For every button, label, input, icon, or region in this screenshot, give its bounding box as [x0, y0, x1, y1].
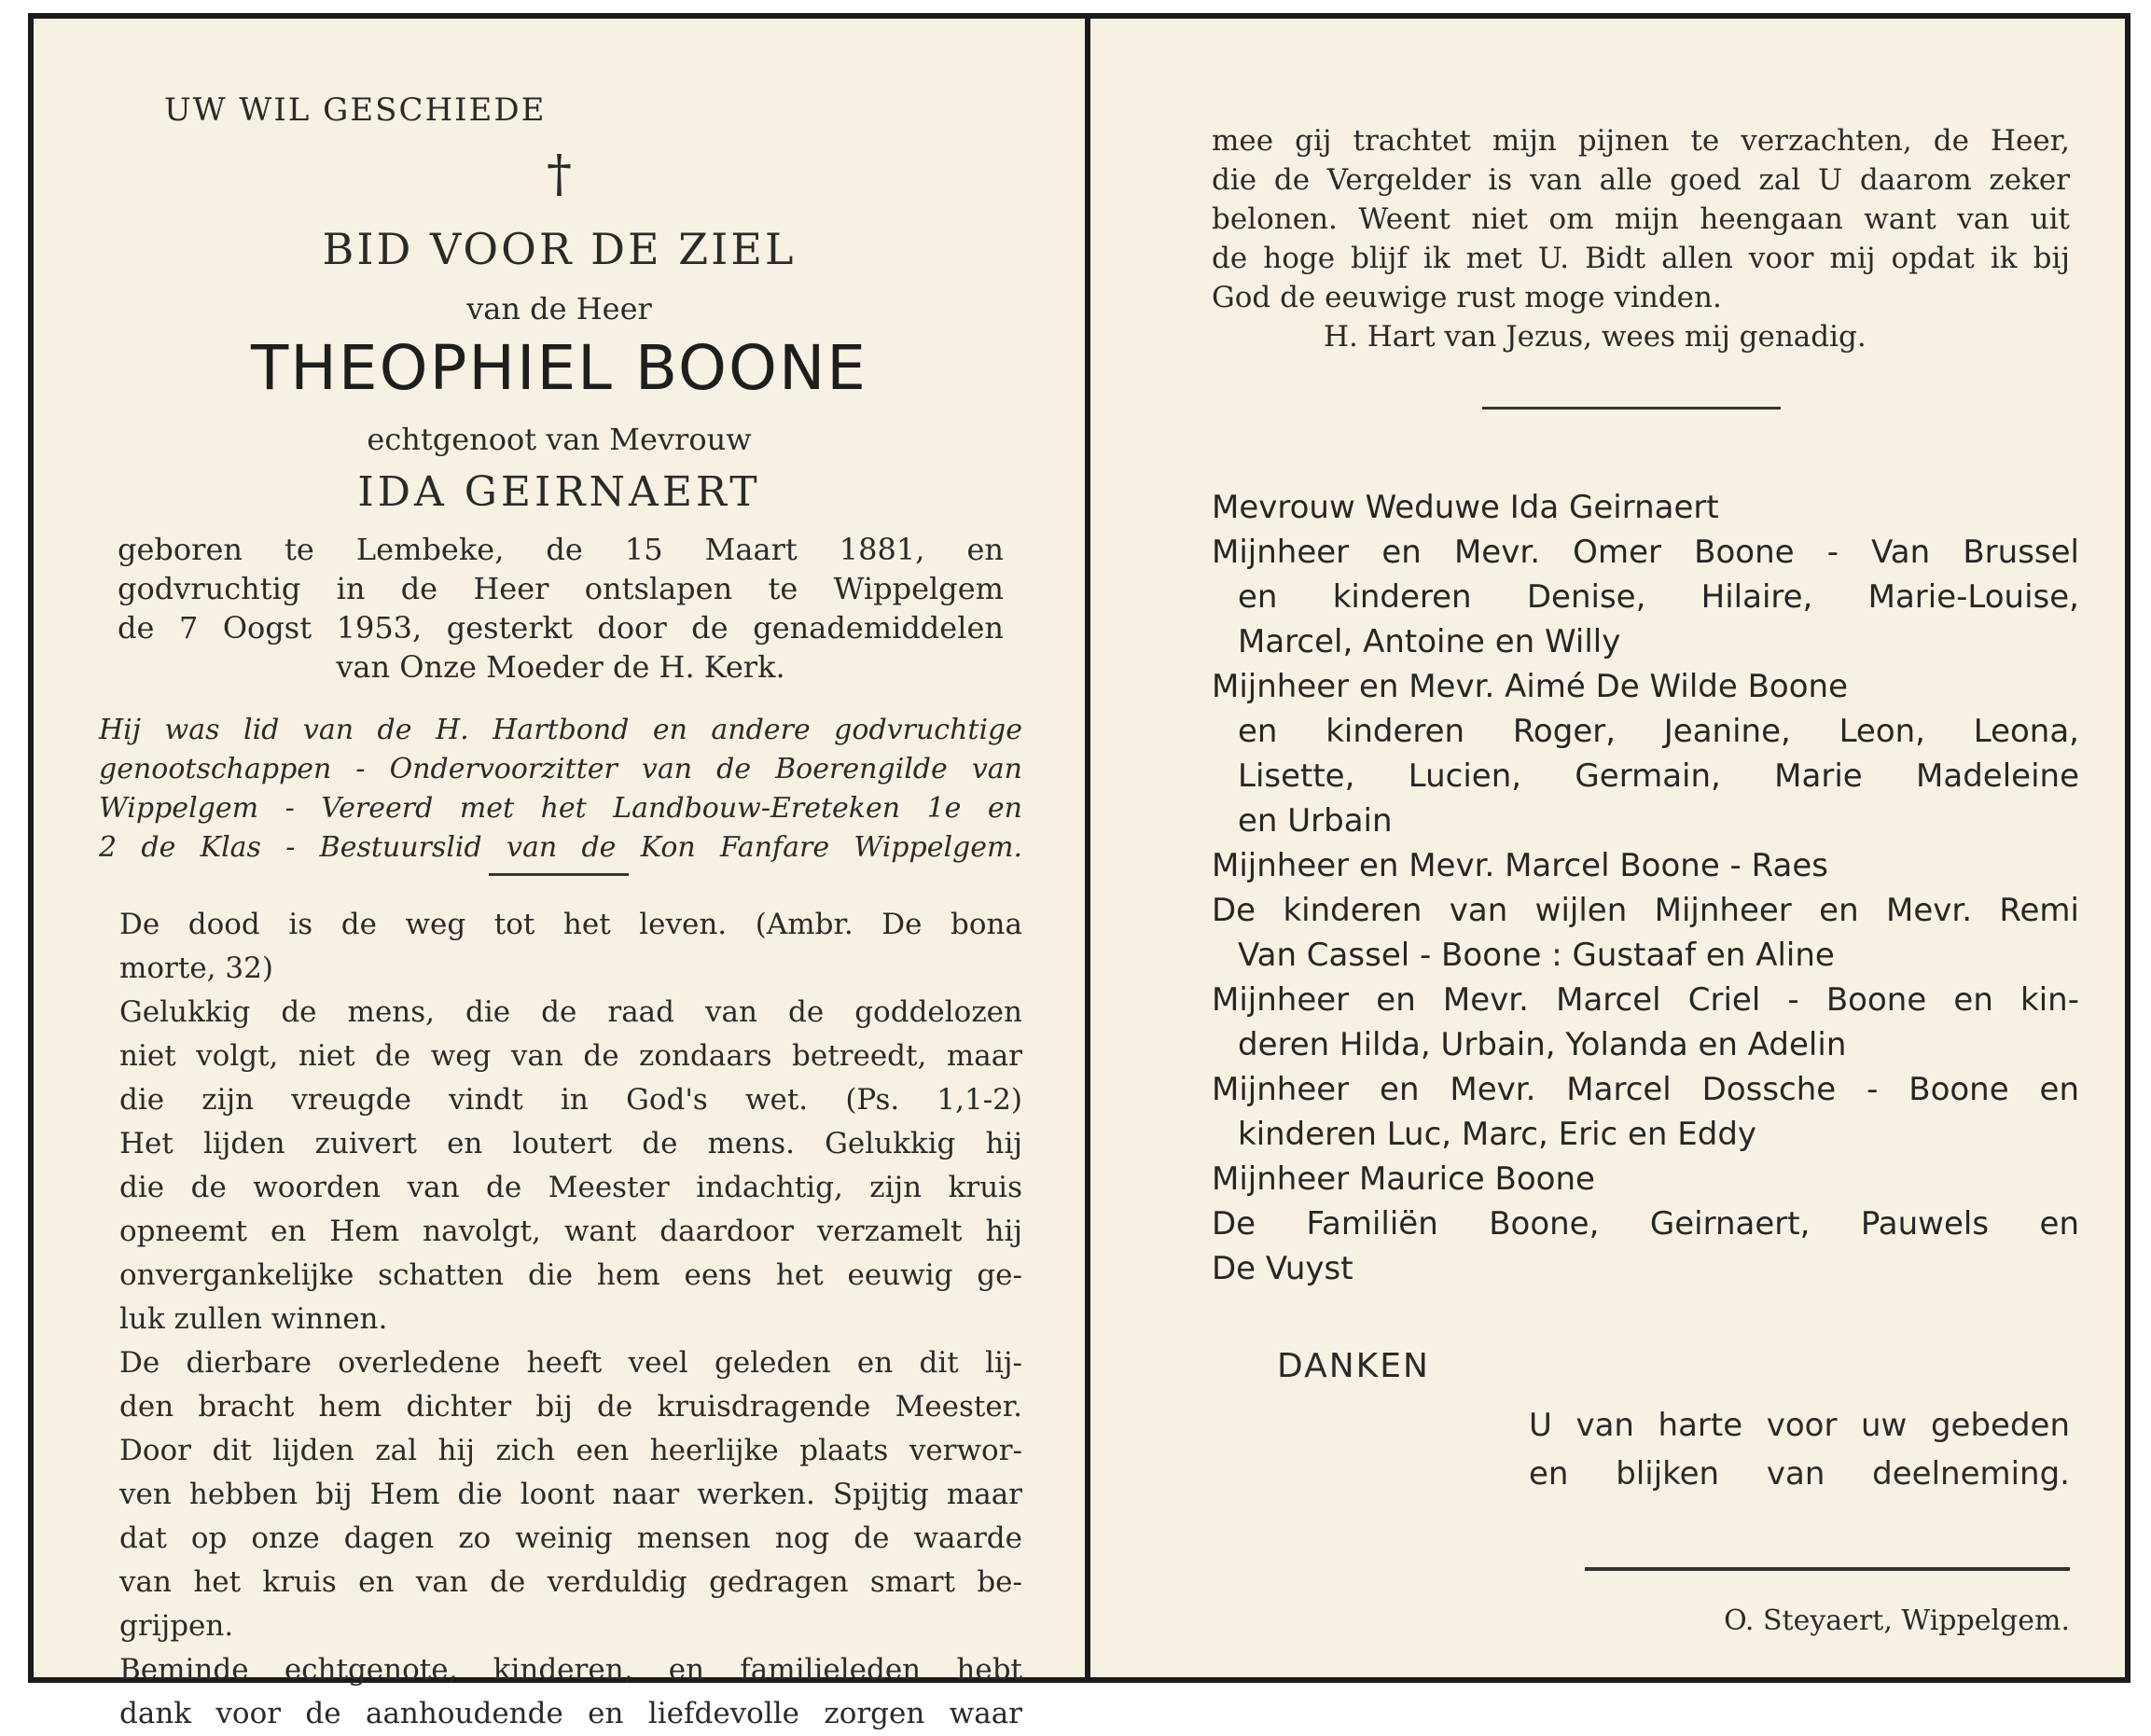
spouse-name: IDA GEIRNAERT: [357, 468, 761, 516]
family-line: De kinderen van wijlen Mijnheer en Mevr. Remi: [1212, 892, 2079, 929]
biography: [118, 530, 1004, 687]
family-line: De Vuyst: [1212, 1250, 1353, 1287]
prose-line: belonen. Weent niet om mijn heengaan want van uit: [1212, 202, 2070, 236]
family-line: De Familiën Boone, Geirnaert, Pauwels en: [1212, 1205, 2079, 1243]
deceased-name: THEOPHIEL BOONE: [250, 332, 868, 404]
family-line: kinderen Luc, Marc, Eric en Eddy: [1238, 1116, 1757, 1153]
prose-line: Beminde echtgenote, kinderen, en familieleden hebt: [119, 1653, 1022, 1687]
family-line: en kinderen Denise, Hilaire, Marie-Louise,: [1238, 578, 2079, 616]
thanks-line: en blijken van deelneming.: [1529, 1455, 2070, 1493]
family-line: Mevrouw Weduwe Ida Geirnaert: [1212, 489, 1719, 526]
right-prose: [1212, 121, 2070, 356]
title-line: van de Heer: [466, 291, 652, 326]
family-line: Mijnheer en Mevr. Omer Boone - Van Brussel: [1212, 534, 2079, 571]
prose-line: onvergankelijke schatten die hem eens het eeuwig ge-: [119, 1258, 1022, 1292]
prose-line: Door dit lijden zal hij zich een heerlijke plaats verwor-: [119, 1434, 1022, 1467]
prose-line: ven hebben bij Hem die loont naar werken. Spijtig maar: [119, 1478, 1022, 1511]
family-line: en Urbain: [1238, 802, 1393, 840]
prose-line: de hoge blijf ik met U. Bidt allen voor mij opdat ik bij: [1212, 242, 2070, 275]
family-line: deren Hilda, Urbain, Yolanda en Adelin: [1238, 1026, 1847, 1063]
prose-line: die zijn vreugde vindt in God's wet. (Ps. 1,1-2): [119, 1083, 1022, 1117]
prose-line: dank voor de aanhoudende en liefdevolle zorgen waar: [119, 1697, 1022, 1730]
prose-line: dat op onze dagen zo weinig mensen nog de waarde: [119, 1521, 1022, 1555]
family-line: Mijnheer Maurice Boone: [1212, 1160, 1595, 1198]
spouse-label: echtgenoot van Mevrouw: [367, 422, 752, 457]
bio-line: van Onze Moeder de H. Kerk.: [336, 649, 785, 685]
family-line: Marcel, Antoine en Willy: [1238, 623, 1621, 660]
thanks-heading: DANKEN: [1277, 1347, 1430, 1385]
prose-line: van het kruis en van de verduldig gedragen smart be-: [119, 1565, 1022, 1599]
prose-line: luk zullen winnen.: [119, 1302, 388, 1336]
prose-line: den bracht hem dichter bij de kruisdragende Meester.: [119, 1390, 1022, 1424]
divider: [1585, 1567, 2070, 1571]
memberships-line: Wippelgem - Vereerd met het Landbouw-Ereteken 1e en: [99, 792, 1022, 825]
right-panel: [1090, 19, 2125, 1677]
memberships-line: Hij was lid van de H. Hartbond en andere godvruchtige: [99, 714, 1022, 746]
family-line: Mijnheer en Mevr. Marcel Boone - Raes: [1212, 847, 1828, 884]
divider: [1482, 407, 1781, 410]
family-line: Mijnheer en Mevr. Marcel Dossche - Boone en: [1212, 1071, 2079, 1108]
left-panel: [34, 19, 1085, 1730]
prose-line: Het lijden zuivert en loutert de mens. Gelukkig hij: [119, 1127, 1022, 1160]
prose-line: De dood is de weg tot het leven. (Ambr. De bona: [119, 908, 1022, 941]
bio-line: de 7 Oogst 1953, gesterkt door de genademiddelen: [118, 610, 1004, 646]
bio-line: geboren te Lembeke, de 15 Maart 1881, en: [118, 532, 1004, 567]
cross-icon: †: [547, 145, 572, 203]
prose-line: Gelukkig de mens, die de raad van de goddelozen: [119, 995, 1022, 1029]
prayer-heading: BID VOOR DE ZIEL: [322, 224, 797, 274]
thanks-line: U van harte voor uw gebeden: [1529, 1407, 2070, 1444]
memberships-line: 2 de Klas - Bestuurslid van de Kon Fanfare Wippelgem.: [99, 831, 1022, 864]
prose-line: De dierbare overledene heeft veel geleden en dit lij-: [119, 1346, 1022, 1380]
memberships-line: genootschappen - Ondervoorzitter van de Boerengilde van: [99, 753, 1022, 785]
prose-line: niet volgt, niet de weg van de zondaars betreedt, maar: [119, 1039, 1022, 1073]
prayer-line: H. Hart van Jezus, wees mij genadig.: [1324, 320, 1867, 354]
family-list: [1212, 485, 2079, 1291]
family-line: Van Cassel - Boone : Gustaaf en Aline: [1238, 937, 1835, 974]
prose-line: opneemt en Hem navolgt, want daardoor verzamelt hij: [119, 1215, 1022, 1248]
family-line: Lisette, Lucien, Germain, Marie Madeleine: [1238, 757, 2079, 795]
bio-line: godvruchtig in de Heer ontslapen te Wippelgem: [118, 571, 1004, 606]
left-prose: [119, 903, 1022, 1736]
memorial-card: [28, 13, 2130, 1730]
prose-line: die de Vergelder is van alle goed zal U daarom zeker: [1212, 163, 2070, 197]
prose-line: mee gij trachtet mijn pijnen te verzachten, de Heer,: [1212, 124, 2070, 158]
prose-line: die de woorden van de Meester indachtig, zijn kruis: [119, 1171, 1022, 1204]
prose-line: morte, 32): [119, 951, 273, 985]
memberships: [99, 711, 1022, 868]
divider: [489, 873, 629, 876]
thanks-text: [1529, 1401, 2070, 1498]
family-line: Mijnheer en Mevr. Aimé De Wilde Boone: [1212, 668, 1848, 705]
motto: UW WIL GESCHIEDE: [164, 91, 547, 129]
family-line: en kinderen Roger, Jeanine, Leon, Leona,: [1238, 713, 2079, 750]
family-line: Mijnheer en Mevr. Marcel Criel - Boone en kin-: [1212, 981, 2079, 1019]
printer-credit: O. Steyaert, Wippelgem.: [1724, 1604, 2070, 1637]
prose-line: grijpen.: [119, 1609, 234, 1643]
prose-line: God de eeuwige rust moge vinden.: [1212, 281, 1722, 314]
